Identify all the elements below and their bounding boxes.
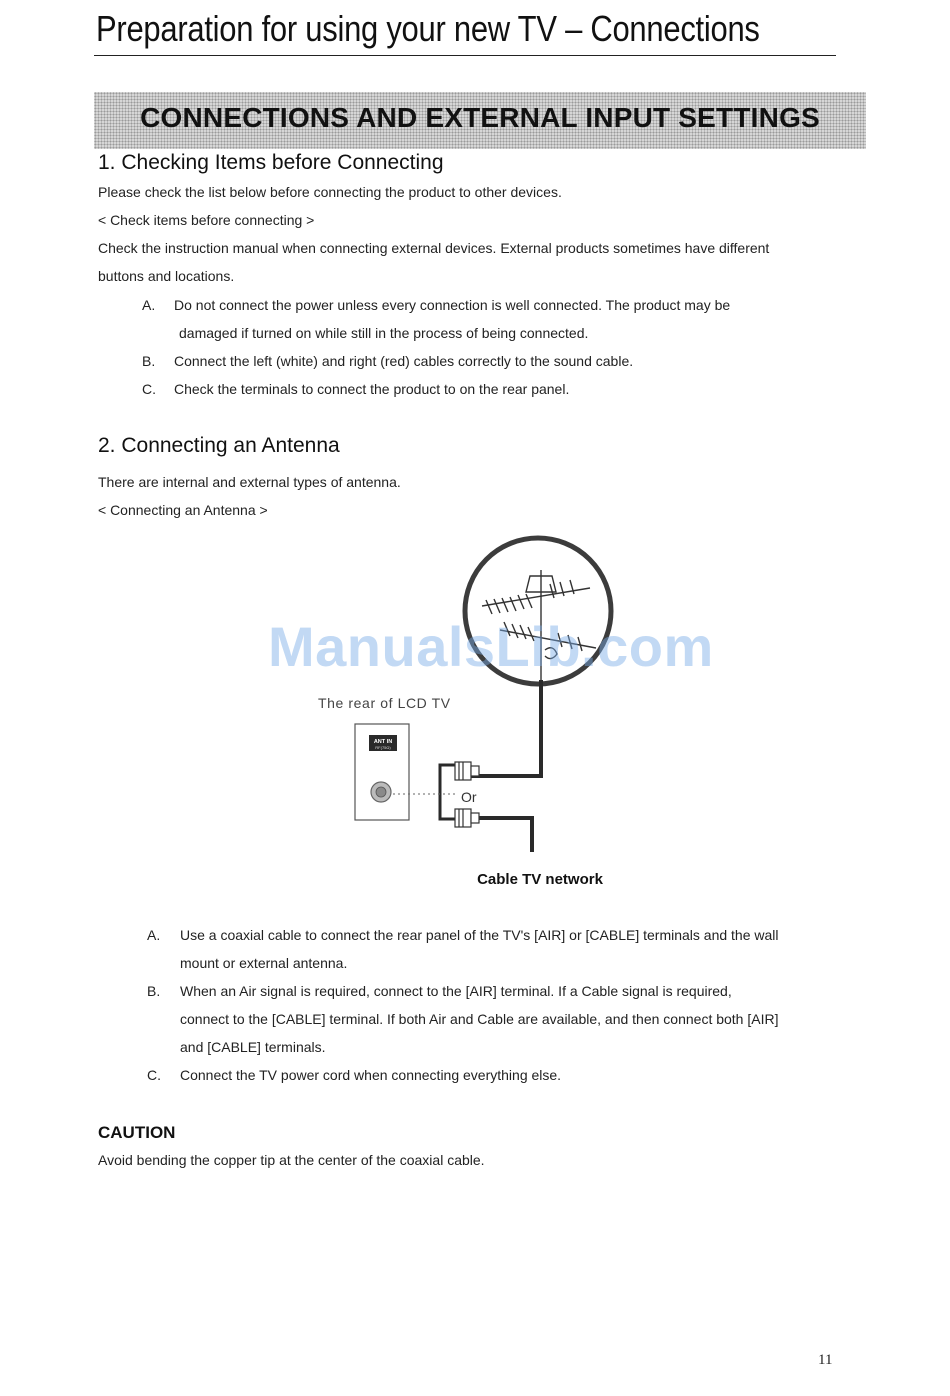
section-banner xyxy=(94,92,866,149)
list-item-text: Do not connect the power unless every connection is well connected. The product may be xyxy=(174,297,731,313)
list-item-letter: A. xyxy=(147,927,161,943)
section2-intro: There are internal and external types of antenna. xyxy=(98,474,401,490)
or-label: Or xyxy=(461,789,477,805)
list-item-text: Check the terminals to connect the product to on the rear panel. xyxy=(174,381,570,397)
banner-title: CONNECTIONS AND EXTERNAL INPUT SETTINGS xyxy=(140,102,820,133)
list-item-letter: B. xyxy=(142,353,156,369)
connector-bracket xyxy=(440,765,455,819)
title-rule xyxy=(94,55,836,56)
list-item-letter: C. xyxy=(147,1067,161,1083)
ant-in-label: ANT IN xyxy=(373,739,393,745)
list-item-letter: B. xyxy=(147,983,161,999)
ant-in-sublabel: RF(75Ω) xyxy=(375,745,391,750)
section1-intro: Please check the list below before connecting the product to other devices. xyxy=(98,184,562,200)
section2-heading: 2. Connecting an Antenna xyxy=(98,434,340,457)
list-item-text: mount or external antenna. xyxy=(180,955,348,971)
caution-heading: CAUTION xyxy=(98,1123,176,1142)
page-number: 11 xyxy=(818,1352,833,1368)
antenna-cable xyxy=(460,680,541,776)
caution-text: Avoid bending the copper tip at the center of the coaxial cable. xyxy=(98,1152,485,1168)
list-item-text: connect to the [CABLE] terminal. If both Air and Cable are available, and then connect both [AIR] xyxy=(180,1011,779,1027)
coax-connector-bottom xyxy=(455,809,479,827)
list-item-text: Connect the left (white) and right (red) cables correctly to the sound cable. xyxy=(174,353,634,369)
list-item-letter: C. xyxy=(142,381,156,397)
section1-note-line2: buttons and locations. xyxy=(98,268,235,284)
section1-heading: 1. Checking Items before Connecting xyxy=(98,151,444,174)
watermark: ManualsLib.com xyxy=(268,615,714,678)
rear-label: The rear of LCD TV xyxy=(318,695,451,711)
list-item-text: When an Air signal is required, connect to the [AIR] terminal. If a Cable signal is required, xyxy=(180,983,732,999)
cable-tv-label: Cable TV network xyxy=(477,871,603,888)
section2-subhead: < Connecting an Antenna > xyxy=(98,502,268,518)
antenna-connection-diagram xyxy=(260,530,720,900)
section1-note-line1: Check the instruction manual when connecting external devices. External products sometimes have different xyxy=(98,240,770,256)
section1-subhead: < Check items before connecting > xyxy=(98,212,315,228)
list-item-text: damaged if turned on while still in the process of being connected. xyxy=(179,325,589,341)
page-title: Preparation for using your new TV – Connections xyxy=(96,8,760,49)
list-item-letter: A. xyxy=(142,297,156,313)
list-item-text: Connect the TV power cord when connecting everything else. xyxy=(180,1067,562,1083)
list-item-text: and [CABLE] terminals. xyxy=(180,1039,326,1055)
list-item-text: Use a coaxial cable to connect the rear panel of the TV's [AIR] or [CABLE] terminals and the wall xyxy=(180,927,779,943)
